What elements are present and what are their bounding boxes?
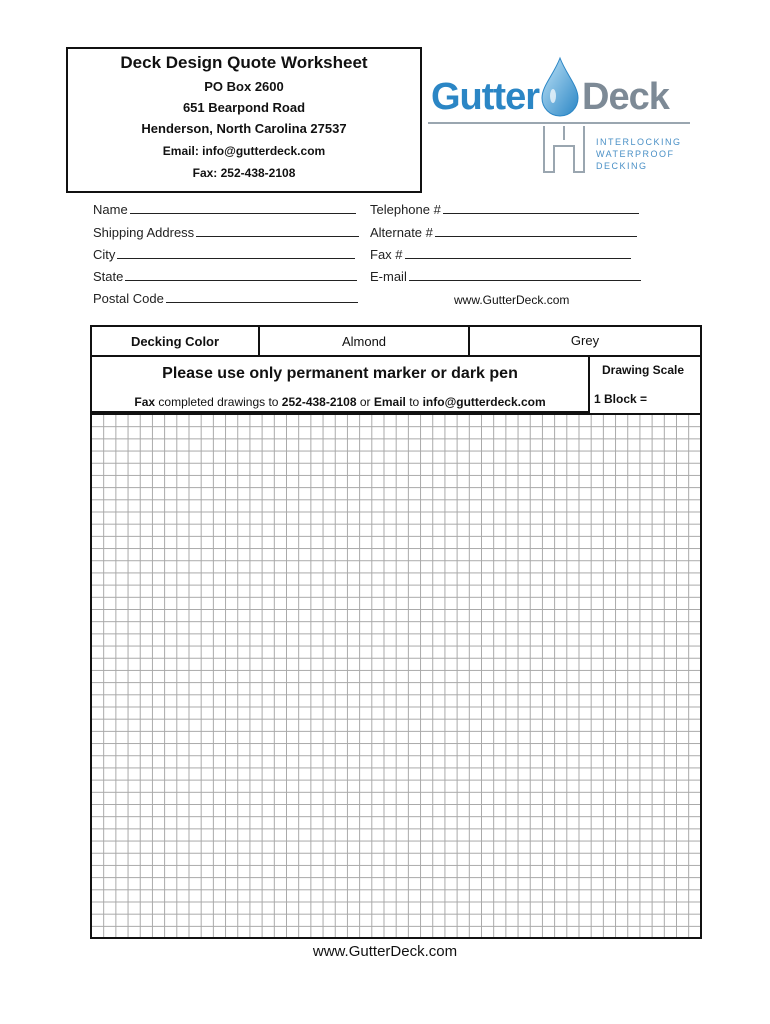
state-field[interactable] <box>93 269 357 284</box>
name-label: Name <box>93 202 128 217</box>
street-address: 651 Bearpond Road <box>182 100 306 115</box>
color-option-grey[interactable]: Grey <box>570 333 600 348</box>
telephone-field[interactable] <box>370 202 639 217</box>
website-link-bottom[interactable]: www.GutterDeck.com <box>312 943 458 960</box>
tagline-line-3: DECKING <box>596 161 648 171</box>
tagline-line-1: INTERLOCKING <box>596 137 682 147</box>
address-box <box>66 47 422 193</box>
name-line[interactable] <box>130 202 356 214</box>
alternate-field[interactable] <box>370 225 637 240</box>
instr-text-3: to <box>405 395 423 409</box>
city-line-input[interactable] <box>117 247 355 259</box>
contact-fax: Fax: 252-438-2108 <box>192 166 296 180</box>
drawing-grid[interactable] <box>90 413 702 939</box>
city-field[interactable] <box>93 247 355 262</box>
drawing-scale-title: Drawing Scale <box>602 363 685 377</box>
name-field[interactable] <box>93 202 356 217</box>
email-line[interactable] <box>409 269 641 281</box>
instructions-subtext <box>92 395 588 409</box>
postal-code-line[interactable] <box>166 291 358 303</box>
email-field[interactable] <box>370 269 641 284</box>
email-label: E-mail <box>370 269 407 284</box>
fax-field[interactable] <box>370 247 631 262</box>
logo-divider <box>428 122 690 124</box>
color-option-almond[interactable]: Almond <box>260 327 470 355</box>
email-word: Email <box>373 395 406 409</box>
fax-label: Fax # <box>370 247 403 262</box>
email-address: info@gutterdeck.com <box>422 395 546 409</box>
gutterdeck-logo <box>428 56 690 180</box>
decking-profile-icon <box>540 126 588 176</box>
shipping-address-line[interactable] <box>196 225 359 237</box>
tagline-line-2: WATERPROOF <box>596 149 675 159</box>
telephone-line[interactable] <box>443 202 639 214</box>
po-box: PO Box 2600 <box>204 79 284 94</box>
fax-line[interactable] <box>405 247 631 259</box>
state-line[interactable] <box>125 269 357 281</box>
decking-color-label: Decking Color <box>92 327 260 355</box>
postal-code-label: Postal Code <box>93 291 164 306</box>
contact-email: Email: info@gutterdeck.com <box>162 144 326 158</box>
drawing-scale-value[interactable]: 1 Block = <box>594 392 648 406</box>
telephone-label: Telephone # <box>370 202 441 217</box>
alternate-line[interactable] <box>435 225 637 237</box>
water-drop-icon <box>540 56 580 118</box>
shipping-address-label: Shipping Address <box>93 225 195 240</box>
state-label: State <box>93 269 124 284</box>
decking-color-row <box>90 325 702 357</box>
page-title: Deck Design Quote Worksheet <box>120 53 368 72</box>
alternate-label: Alternate # <box>370 225 433 240</box>
shipping-address-field[interactable] <box>93 225 359 240</box>
logo-word-gutter: Gutter <box>431 76 539 118</box>
logo-tagline <box>596 136 682 172</box>
website-link-top[interactable]: www.GutterDeck.com <box>454 293 570 307</box>
city-line: Henderson, North Carolina 27537 <box>141 121 347 136</box>
postal-code-field[interactable] <box>93 291 358 306</box>
fax-word: Fax <box>134 395 156 409</box>
logo-word-deck: Deck <box>582 76 669 118</box>
instructions-box <box>90 357 590 413</box>
drawing-scale-box <box>590 357 702 413</box>
city-label: City <box>93 247 116 262</box>
instr-text-2: or <box>356 395 374 409</box>
fax-number: 252-438-2108 <box>281 395 357 409</box>
instr-text-1: completed drawings to <box>155 395 282 409</box>
instructions-heading: Please use only permanent marker or dark pen <box>162 365 518 382</box>
